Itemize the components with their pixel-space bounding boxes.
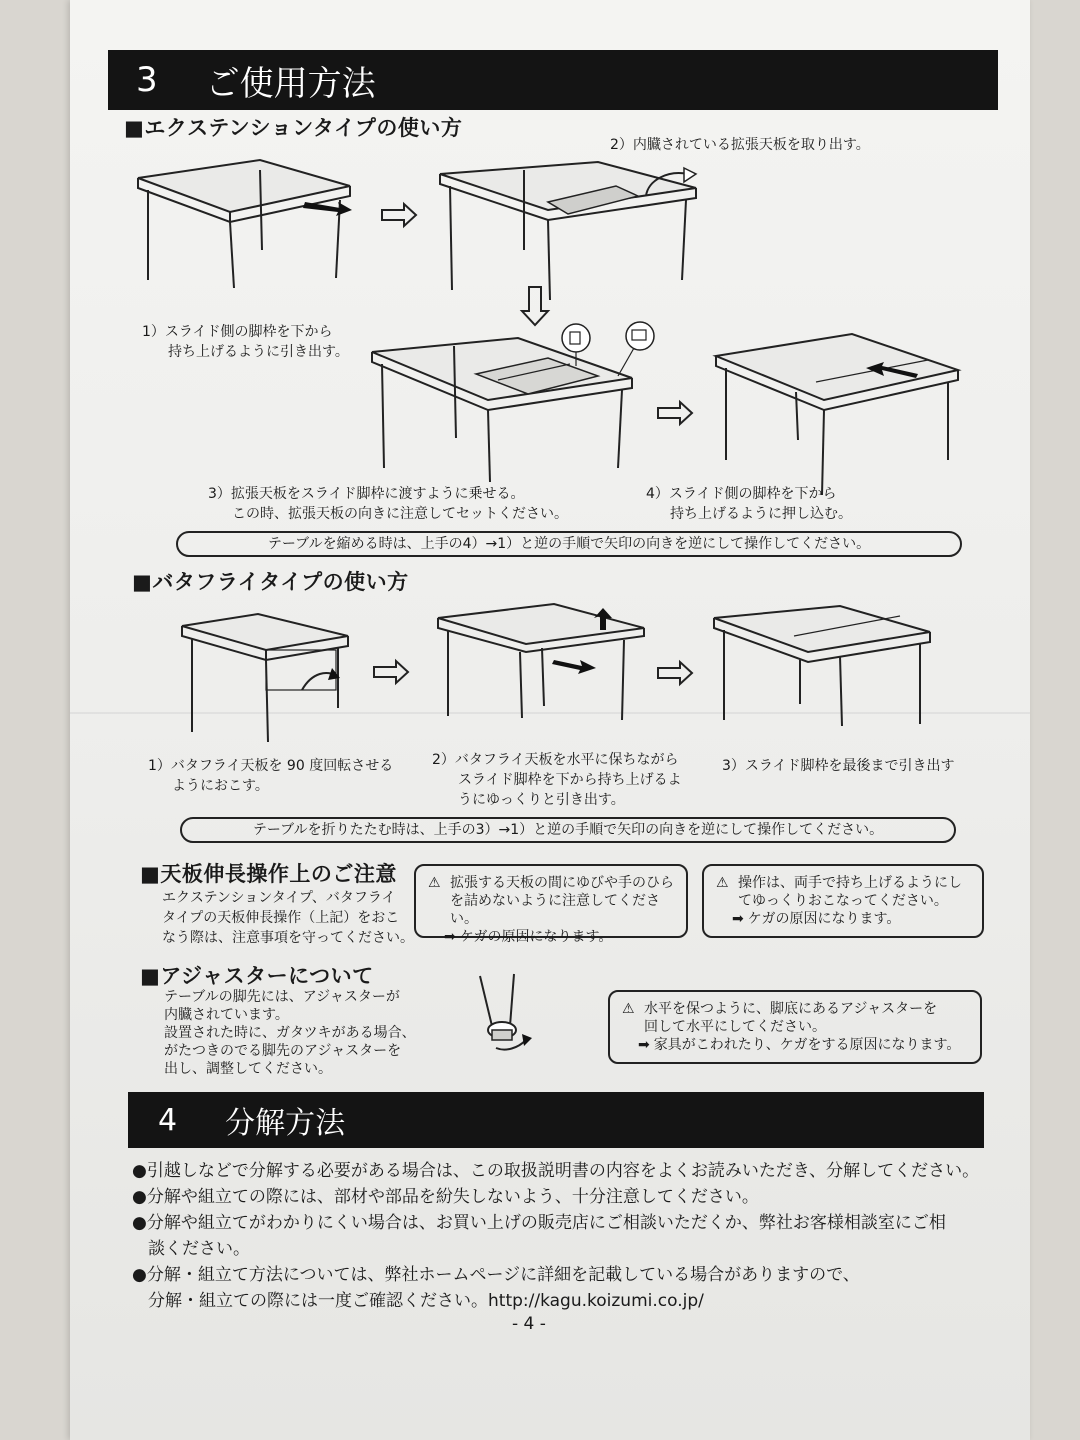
warning-fingers-line3: ケガの原因になります。 — [459, 929, 613, 945]
disassembly-bullet-4: ●分解・組立て方法については、弊社ホームページに詳細を記載している場合がありますので、 — [132, 1265, 860, 1285]
disassembly-bullet-1: ●引越しなどで分解する必要がある場合は、この取扱説明書の内容をよくお読みいただき、分解してください。 — [132, 1161, 980, 1181]
warning-triangle-icon: ⚠ — [716, 875, 729, 891]
warning-box-fingers — [414, 864, 688, 945]
arrow-right-icon — [656, 398, 696, 428]
butterfly-step2-line3: うにゆっくりと引き出す。 — [458, 792, 625, 808]
butterfly-step1-caption — [148, 756, 393, 796]
extension-step1-caption — [142, 322, 349, 362]
caution-heading: ■天板伸長操作上のご注意 — [140, 862, 397, 886]
disassembly-bullet-3-cont: 談ください。 — [148, 1239, 250, 1259]
butterfly-reverse-note: テーブルを折りたたむ時は、上手の3）→1）と逆の手順で矢印の向きを逆にして操作してください。 — [180, 817, 956, 843]
disassembly-bullet-2: ●分解や組立ての際には、部材や部品を紛失しないよう、十分注意してください。 — [132, 1187, 759, 1207]
adjuster-body-line3: 設置された時に、ガタツキがある場合、 — [164, 1025, 416, 1041]
caution-body — [162, 888, 414, 948]
butterfly-step3-caption: 3）スライド脚枠を最後まで引き出す — [722, 758, 955, 774]
warning-two-hands-line1: 操作は、両手で持ち上げるようにし — [738, 875, 962, 891]
arrow-right-icon — [380, 200, 420, 230]
extension-reverse-note: テーブルを縮める時は、上手の4）→1）と逆の手順で矢印の向きを逆にして操作してください。 — [176, 531, 962, 557]
section-3-number: 3 — [136, 60, 158, 100]
extension-heading: ■エクステンションタイプの使い方 — [124, 116, 463, 140]
adjuster-body-line4: がたつきのでる脚先のアジャスターを — [164, 1043, 402, 1059]
section-3-title: ご使用方法 — [205, 63, 376, 104]
warning-triangle-icon: ⚠ — [428, 875, 441, 891]
extension-step3-caption — [208, 484, 568, 524]
warning-triangle-icon: ⚠ — [622, 1001, 635, 1017]
warning-adjuster-line1: 水平を保つように、脚底にあるアジャスターを — [644, 1001, 938, 1017]
extension-step2-caption: 2）内臓されている拡張天板を取り出す。 — [610, 137, 870, 153]
butterfly-step2-line2: スライド脚枠を下から持ち上げるよ — [458, 772, 682, 788]
extension-step3-line1: 3）拡張天板をスライド脚枠に渡すように乗せる。 — [208, 486, 525, 502]
butterfly-heading: ■バタフライタイプの使い方 — [132, 570, 409, 594]
adjuster-body-line2: 内臓されています。 — [164, 1007, 289, 1023]
warning-adjuster-line3: 家具がこわれたり、ケガをする原因になります。 — [653, 1037, 961, 1053]
adjuster-heading: ■アジャスターについて — [140, 964, 374, 988]
section-4-number: 4 — [158, 1102, 178, 1138]
extension-step4-caption — [646, 484, 852, 524]
adjuster-foot-illustration — [470, 972, 540, 1058]
caution-body-line1: エクステンションタイプ、バタフライ — [162, 890, 396, 906]
extension-step4-line2: 持ち上げるように押し込む。 — [670, 506, 852, 522]
warning-box-adjuster — [608, 990, 982, 1064]
extension-step1-line1: 1）スライド側の脚枠を下から — [142, 324, 333, 340]
warning-fingers-line2: を詰めないように注意してください。 — [450, 893, 660, 927]
extension-step4-illustration — [712, 330, 972, 500]
extension-step1-illustration — [130, 150, 370, 290]
butterfly-step1-line1: 1）バタフライ天板を 90 度回転させる — [148, 758, 394, 774]
arrow-icon: ➡ — [638, 1037, 650, 1053]
butterfly-step1-line2: ようにおこす。 — [172, 778, 269, 794]
adjuster-body — [164, 988, 416, 1078]
butterfly-step2-line1: 2）バタフライ天板を水平に保ちながら — [432, 752, 679, 768]
page-number: - 4 - — [512, 1314, 546, 1334]
caution-body-line3: なう際は、注意事項を守ってください。 — [162, 930, 414, 946]
section-4-header — [128, 1092, 984, 1148]
extension-step4-line1: 4）スライド側の脚枠を下から — [646, 486, 837, 502]
warning-fingers-line1: 拡張する天板の間にゆびや手のひら — [450, 875, 674, 891]
warning-two-hands-line2: てゆっくりおこなってください。 — [738, 893, 948, 909]
warning-adjuster-line2: 回して水平にしてください。 — [644, 1019, 826, 1035]
butterfly-step3-illustration — [710, 604, 940, 734]
disassembly-instructions — [132, 1158, 992, 1314]
arrow-right-icon — [372, 657, 412, 687]
arrow-icon: ➡ — [732, 911, 744, 927]
warning-two-hands-line3: ケガの原因になります。 — [747, 911, 901, 927]
arrow-icon: ➡ — [444, 929, 456, 945]
caution-body-line2: タイプの天板伸長操作（上記）をおこ — [162, 910, 400, 926]
extension-step2-illustration — [438, 160, 708, 310]
arrow-right-icon — [656, 658, 696, 688]
disassembly-bullet-3: ●分解や組立てがわかりにくい場合は、お買い上げの販売店にご相談いただくか、弊社お客様相談室にご相 — [132, 1213, 946, 1233]
adjuster-body-line5: 出し、調整してください。 — [164, 1061, 332, 1077]
adjuster-body-line1: テーブルの脚先には、アジャスターが — [164, 989, 400, 1005]
section-3-header — [108, 50, 998, 110]
extension-step1-line2: 持ち上げるように引き出す。 — [168, 344, 349, 360]
section-4-title: 分解方法 — [225, 1106, 346, 1141]
extension-step3-illustration — [368, 318, 658, 488]
warning-box-two-hands — [702, 864, 984, 938]
butterfly-step2-caption — [432, 750, 682, 810]
disassembly-bullet-4-cont: 分解・組立ての際には一度ご確認ください。http://kagu.koizumi.co.jp/ — [148, 1291, 704, 1311]
extension-step3-line2: この時、拡張天板の向きに注意してセットください。 — [232, 506, 568, 522]
butterfly-step1-illustration — [178, 612, 358, 752]
butterfly-step2-illustration — [434, 600, 654, 730]
